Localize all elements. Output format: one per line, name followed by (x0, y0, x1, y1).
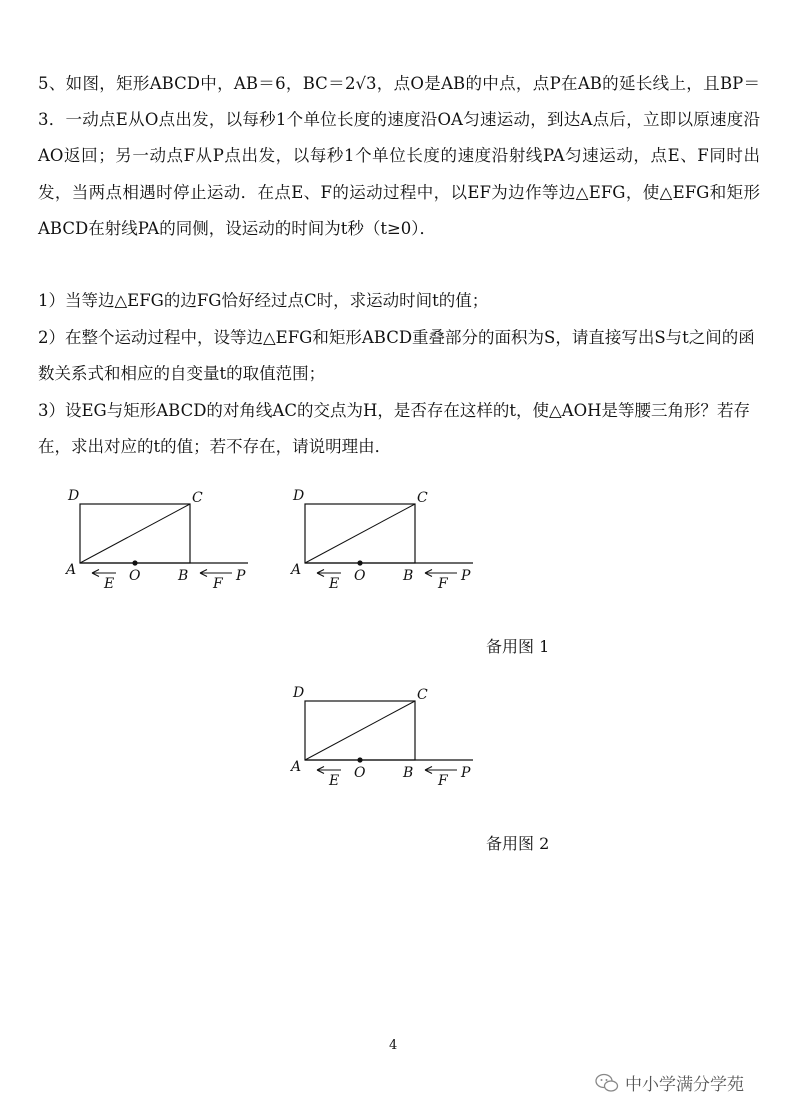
label-e: E (329, 773, 340, 789)
main-figure (64, 484, 264, 594)
watermark-text: 中小学满分学苑 (625, 1075, 744, 1095)
label-d: D (293, 685, 305, 701)
point-o (132, 560, 137, 565)
label-f: F (213, 576, 223, 592)
problem-statement: 5、如图，矩形ABCD中，AB＝6，BC＝2√3，点O是AB的中点，点P在AB的延长线上，且BP＝3．一动点E从O点出发，以每秒1个单位长度的速度沿OA匀速运动，到达A点后，立即以原速度沿AO返回；另一动点F从P点出发，以每秒1个单位长度的速度沿射线PA匀速运动，点E、F同时出发，当两点相遇时停止运动．在点E、F的运动过程中，以EF为边作等边△EFG，使△EFG和矩形ABCD在射线PA的同侧，设运动的时间为t秒（t≥0）． (38, 74, 760, 238)
label-a: A (66, 562, 77, 578)
caption-spare-2: 备用图 2 (486, 834, 550, 853)
label-d: D (293, 488, 305, 504)
label-c: C (417, 490, 428, 506)
label-c: C (417, 687, 428, 703)
label-a: A (291, 759, 302, 775)
question-3: 3）设EG与矩形ABCD的对角线AC的交点为H，是否存在这样的t，使△AOH是等腰三角形？若存在，求出对应的t的值；若不存在，请说明理由． (38, 401, 751, 457)
label-o: O (129, 568, 141, 584)
spare-figure-2 (289, 681, 489, 791)
label-f: F (438, 576, 448, 592)
page-number: 4 (389, 1038, 398, 1053)
watermark (595, 1070, 744, 1095)
caption-spare-1: 备用图 1 (486, 637, 550, 656)
label-f: F (438, 773, 448, 789)
label-p: P (461, 765, 471, 781)
label-b: B (178, 568, 189, 584)
label-p: P (461, 568, 471, 584)
label-o: O (354, 765, 366, 781)
rectangle-diagram (289, 681, 489, 791)
label-o: O (354, 568, 366, 584)
rectangle-diagram (64, 484, 264, 594)
label-d: D (68, 488, 80, 504)
label-p: P (236, 568, 246, 584)
label-b: B (403, 765, 414, 781)
diagonal-ac (80, 504, 190, 563)
rectangle-diagram (289, 484, 489, 594)
label-e: E (329, 576, 340, 592)
question-1: 1）当等边△EFG的边FG恰好经过点C时，求运动时间t的值； (38, 291, 489, 310)
wechat-icon (595, 1073, 619, 1093)
question-2: 2）在整个运动过程中，设等边△EFG和矩形ABCD重叠部分的面积为S，请直接写出S与t之间的函数关系式和相应的自变量t的取值范围； (38, 328, 755, 384)
label-a: A (291, 562, 302, 578)
spare-figure-1 (289, 484, 489, 594)
label-c: C (192, 490, 203, 506)
label-e: E (104, 576, 115, 592)
label-b: B (403, 568, 414, 584)
